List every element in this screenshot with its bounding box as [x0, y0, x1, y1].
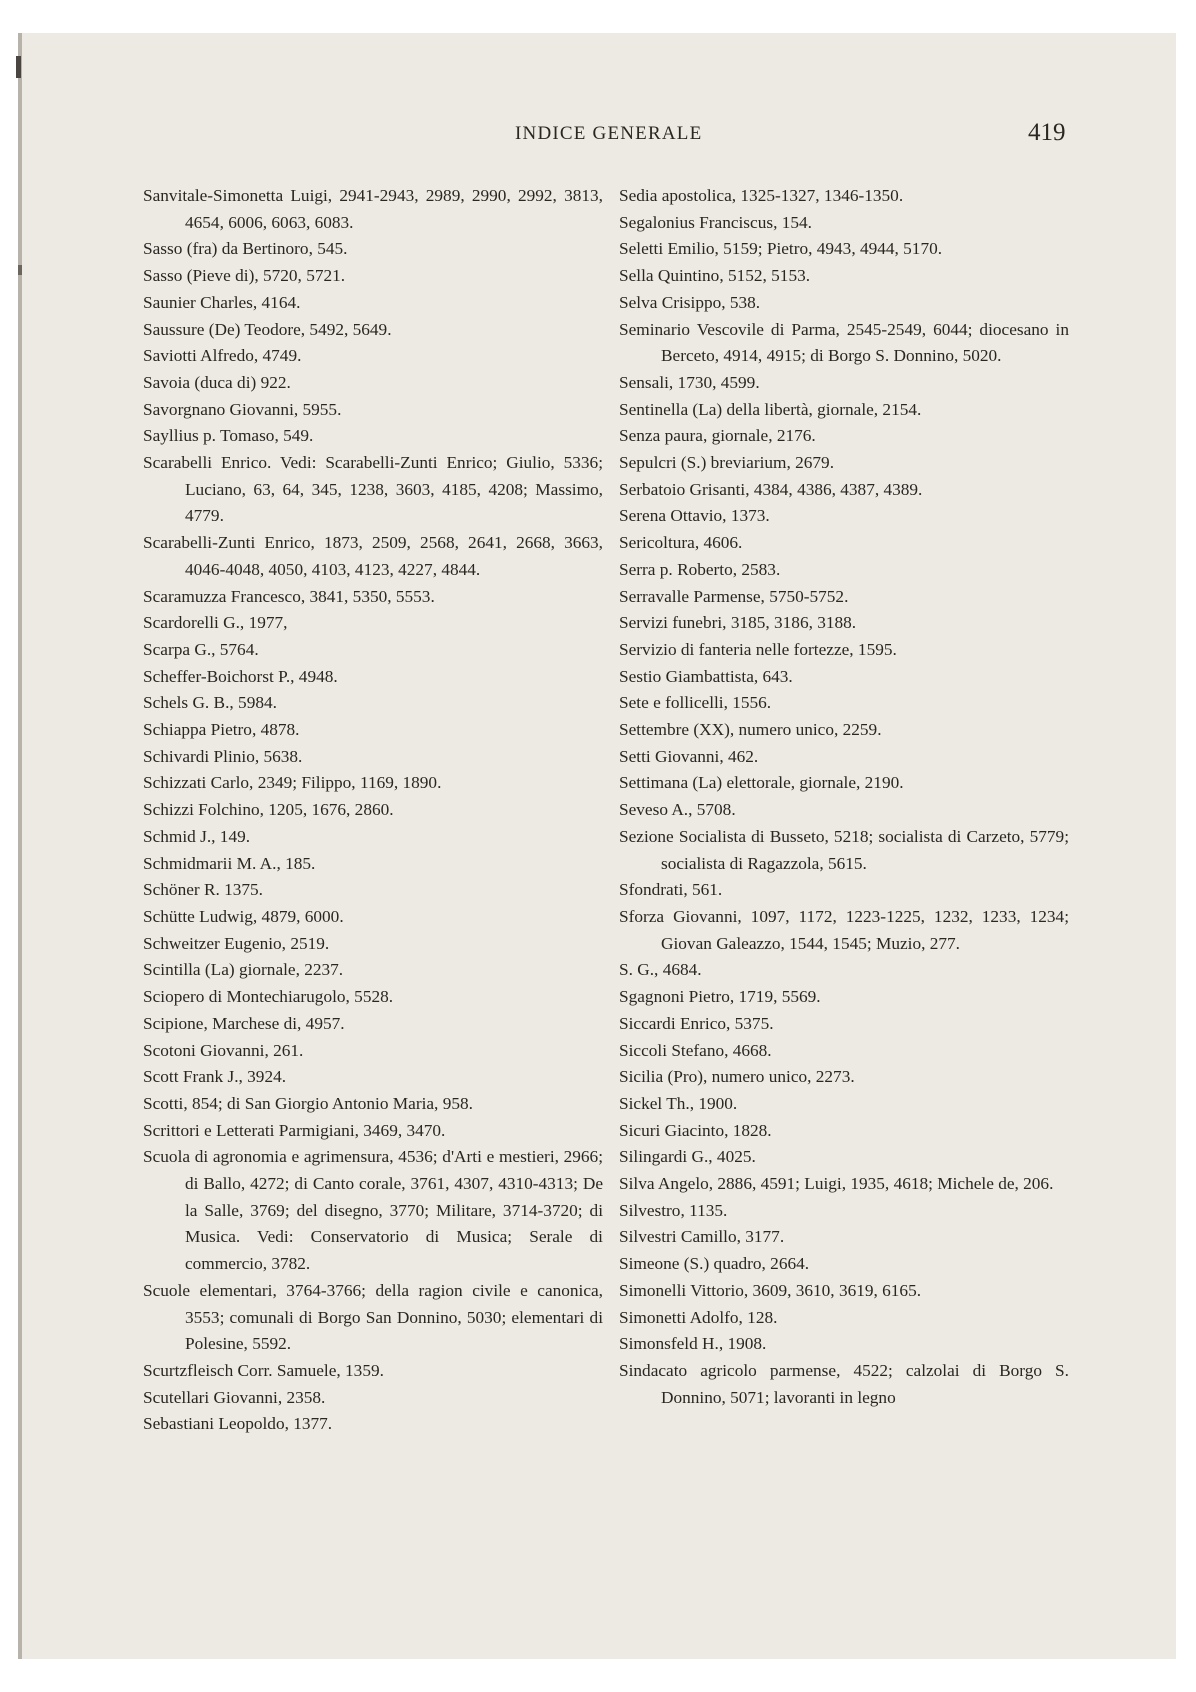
index-entry: Scarpa G., 5764. — [143, 639, 259, 659]
index-entry: Siccoli Stefano, 4668. — [619, 1040, 772, 1060]
index-entry: Sicuri Giacinto, 1828. — [619, 1120, 772, 1140]
index-entry: Servizio di fanteria nelle fortezze, 1595. — [619, 639, 897, 659]
index-entry: Silvestri Camillo, 3177. — [619, 1227, 785, 1247]
index-entry: Schmidmarii M. A., 185. — [143, 853, 316, 873]
edge-mark — [16, 56, 21, 78]
index-entry: Simonsfeld H., 1908. — [619, 1334, 767, 1354]
index-entry: Sanvitale-Simonetta Luigi, 2941-2943, 2989, 2990, 2992, 3813, 4654, 6006, 6063, 6083. — [143, 186, 603, 232]
index-entry: Schizzi Folchino, 1205, 1676, 2860. — [143, 800, 394, 820]
index-entry: S. G., 4684. — [619, 960, 702, 980]
index-entry: Sestio Giambattista, 643. — [619, 666, 793, 686]
index-entry: Senza paura, giornale, 2176. — [619, 426, 816, 446]
index-entry: Scintilla (La) giornale, 2237. — [143, 960, 344, 980]
index-entry: Schivardi Plinio, 5638. — [143, 746, 303, 766]
index-entry: Segalonius Franciscus, 154. — [619, 212, 812, 232]
running-title: INDICE GENERALE — [515, 123, 703, 144]
index-entry: Scotoni Giovanni, 261. — [143, 1040, 304, 1060]
index-entry: Sasso (fra) da Bertinoro, 545. — [143, 239, 348, 259]
index-entry: Simonelli Vittorio, 3609, 3610, 3619, 6165. — [619, 1280, 922, 1300]
page-number: 419 — [1028, 119, 1066, 146]
index-entry: Sfondrati, 561. — [619, 880, 723, 900]
index-entry: Sella Quintino, 5152, 5153. — [619, 266, 811, 286]
index-entry: Sforza Giovanni, 1097, 1172, 1223-1225, 1232, 1233, 1234; Giovan Galeazzo, 1544, 1545; Muzio, 277. — [619, 906, 1069, 953]
index-entry: Sepulcri (S.) breviarium, 2679. — [619, 453, 835, 473]
index-entry: Schizzati Carlo, 2349; Filippo, 1169, 1890. — [143, 773, 442, 793]
index-entry: Sebastiani Leopoldo, 1377. — [143, 1414, 333, 1434]
edge-mark — [18, 265, 22, 275]
index-entry: Servizi funebri, 3185, 3186, 3188. — [619, 613, 857, 633]
index-entry: Sensali, 1730, 4599. — [619, 372, 760, 392]
index-entry: Schütte Ludwig, 4879, 6000. — [143, 906, 344, 926]
index-entry: Scheffer-Boichorst P., 4948. — [143, 666, 338, 686]
index-entry: Saussure (De) Teodore, 5492, 5649. — [143, 319, 392, 339]
index-entry: Serra p. Roberto, 2583. — [619, 559, 781, 579]
index-entry: Settembre (XX), numero unico, 2259. — [619, 720, 882, 740]
index-entry: Schels G. B., 5984. — [143, 693, 277, 713]
index-entry: Sasso (Pieve di), 5720, 5721. — [143, 266, 346, 286]
index-entry: Seletti Emilio, 5159; Pietro, 4943, 4944, 5170. — [619, 239, 943, 259]
index-entry: Silingardi G., 4025. — [619, 1147, 756, 1167]
index-entry: Sericoltura, 4606. — [619, 533, 743, 553]
index-entry: Sickel Th., 1900. — [619, 1093, 738, 1113]
index-entry: Serbatoio Grisanti, 4384, 4386, 4387, 4389. — [619, 479, 923, 499]
index-entry: Saunier Charles, 4164. — [143, 292, 301, 312]
index-entry: Sgagnoni Pietro, 1719, 5569. — [619, 987, 821, 1007]
index-entry: Schöner R. 1375. — [143, 880, 263, 900]
index-entry: Setti Giovanni, 462. — [619, 746, 759, 766]
index-entry: Scuole elementari, 3764-3766; della ragion civile e canonica, 3553; comunali di Borgo San Donnino, 5030; elementari di Polesine, 5592. — [143, 1280, 603, 1354]
index-entry: Scuola di agronomia e agrimensura, 4536; d'Arti e mestieri, 2966; di Ballo, 4272; di Canto corale, 3761, 4307, 4310-4313; De la Salle, 3769; del disegno, 3770; Militare, 3714-3720; di Musica. Vedi: Conservatorio di Musica; Serale di commercio, 3782. — [143, 1147, 603, 1274]
index-entry: Siccardi Enrico, 5375. — [619, 1013, 774, 1033]
index-entry: Scipione, Marchese di, 4957. — [143, 1013, 345, 1033]
index-entry: Serena Ottavio, 1373. — [619, 506, 770, 526]
index-entry: Silvestro, 1135. — [619, 1200, 728, 1220]
index-entry: Scott Frank J., 3924. — [143, 1067, 287, 1087]
binding-edge — [18, 33, 22, 1659]
index-entry: Settimana (La) elettorale, giornale, 2190. — [619, 773, 904, 793]
index-entry: Sindacato agricolo parmense, 4522; calzolai di Borgo S. Donnino, 5071; lavoranti in legno — [619, 1360, 1069, 1407]
index-entry: Selva Crisippo, 538. — [619, 292, 761, 312]
index-entry: Sciopero di Montechiarugolo, 5528. — [143, 987, 394, 1007]
index-entry: Simonetti Adolfo, 128. — [619, 1307, 778, 1327]
index-entry: Scaramuzza Francesco, 3841, 5350, 5553. — [143, 586, 435, 606]
index-entry: Scurtzfleisch Corr. Samuele, 1359. — [143, 1360, 384, 1380]
index-entry: Sedia apostolica, 1325-1327, 1346-1350. — [619, 186, 904, 205]
index-entry: Silva Angelo, 2886, 4591; Luigi, 1935, 4618; Michele de, 206. — [619, 1174, 1054, 1194]
index-entry: Schiappa Pietro, 4878. — [143, 720, 300, 740]
index-entry: Savorgnano Giovanni, 5955. — [143, 399, 342, 419]
index-entry: Simeone (S.) quadro, 2664. — [619, 1254, 810, 1274]
index-entry: Sentinella (La) della libertà, giornale, 2154. — [619, 399, 922, 419]
index-entry: Sicilia (Pro), numero unico, 2273. — [619, 1067, 855, 1087]
index-entry: Scrittori e Letterati Parmigiani, 3469, 3470. — [143, 1120, 446, 1140]
index-entry: Sayllius p. Tomaso, 549. — [143, 426, 314, 446]
index-entry: Serravalle Parmense, 5750-5752. — [619, 586, 849, 606]
index-entry: Schweitzer Eugenio, 2519. — [143, 933, 330, 953]
index-entry: Scarabelli-Zunti Enrico, 1873, 2509, 2568, 2641, 2668, 3663, 4046-4048, 4050, 4103, 4123, 4227, 4844. — [143, 533, 603, 579]
index-entry: Schmid J., 149. — [143, 826, 251, 846]
index-entry: Scarabelli Enrico. Vedi: Scarabelli-Zunti Enrico; Giulio, 5336; Luciano, 63, 64, 345, 1238, 3603, 4185, 4208; Massimo, 4779. — [143, 453, 603, 526]
index-entry: Seveso A., 5708. — [619, 800, 736, 820]
index-entry: Savoia (duca di) 922. — [143, 372, 291, 392]
index-entry: Seminario Vescovile di Parma, 2545-2549, 6044; diocesano in Berceto, 4914, 4915; di Borgo S. Donnino, 5020. — [619, 319, 1069, 366]
index-entry: Saviotti Alfredo, 4749. — [143, 346, 302, 366]
index-entry: Sete e follicelli, 1556. — [619, 693, 772, 713]
page-header — [0, 121, 1196, 151]
index-column-right — [619, 183, 1069, 1411]
index-entry: Sezione Socialista di Busseto, 5218; socialista di Carzeto, 5779; socialista di Ragazzola, 5615. — [619, 826, 1069, 873]
index-entry: Scardorelli G., 1977, — [143, 613, 288, 633]
index-entry: Scutellari Giovanni, 2358. — [143, 1387, 326, 1407]
index-column-left — [143, 183, 603, 1438]
index-entry: Scotti, 854; di San Giorgio Antonio Maria, 958. — [143, 1093, 473, 1113]
